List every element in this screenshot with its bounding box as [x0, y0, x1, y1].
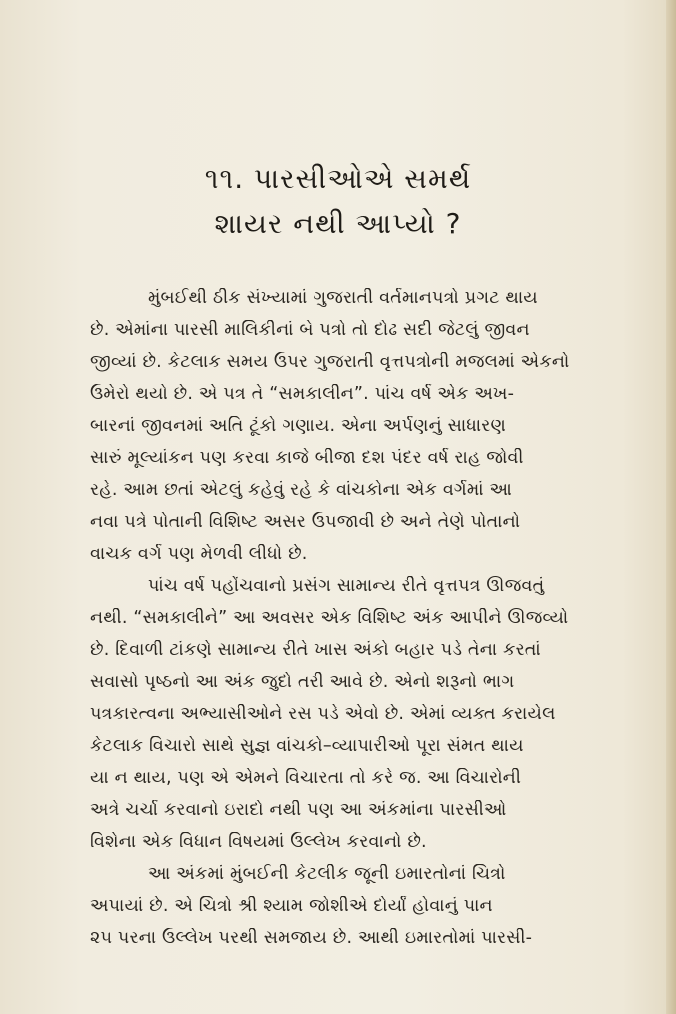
body-line: ૨૫ પરના ઉલ્લેખ પરથી સમજાય છે. આથી ઇમારતોમાં પારસી- [90, 928, 533, 948]
body-line: બારનાં જીવનમાં અતિ ટૂંકો ગણાય. એના અર્પણનું સાધારણ [90, 416, 507, 436]
body-line: છે. એમાંના પારસી માલિકીનાં બે પત્રો તો દોઢ સદી જેટલું જીવન [90, 320, 530, 340]
body-line: જીવ્યાં છે. કેટલાક સમય ઉપર ગુજરાતી વૃત્તપત્રોની મજલમાં એકનો [90, 352, 570, 372]
body-line: નથી. “સમકાલીને” આ અવસર એક વિશિષ્ટ અંક આપીને ઊજવ્યો [90, 608, 569, 628]
page-edge [666, 0, 676, 1014]
body-line: અપાયાં છે. એ ચિત્રો શ્રી શ્યામ જોશીએ દોર્યાં હોવાનું પાન [90, 896, 493, 916]
body-line: વિશેના એક વિધાન વિષયમાં ઉલ્લેખ કરવાનો છે. [90, 832, 427, 852]
body-line: મુંબઈથી ઠીક સંખ્યામાં ગુજરાતી વર્તમાનપત્રો પ્રગટ થાય [148, 288, 538, 308]
body-line: વાચક વર્ગ પણ મેળવી લીધો છે. [90, 544, 308, 564]
body-line: યા ન થાય, પણ એ એમને વિચારતા તો કરે જ. આ વિચારોની [90, 768, 522, 788]
body-line: આ અંકમાં મુંબઈની કેટલીક જૂની ઇમારતોનાં ચિત્રો [148, 864, 506, 884]
chapter-title-line2: શાયર નથી આપ્યો ? [214, 207, 462, 240]
body-line: પત્રકારત્વના અભ્યાસીઓને રસ પડે એવો છે. એમાં વ્યક્ત કરાયેલ [90, 704, 556, 724]
chapter-title-line1: ૧૧. પારસીઓએ સમર્થ [204, 162, 472, 195]
body-line: સારું મૂલ્યાંકન પણ કરવા કાજે બીજા દશ પંદર વર્ષ રાહ જોવી [90, 448, 524, 468]
body-line: ઉમેરો થયો છે. એ પત્ર તે “સમકાલીન”. પાંચ વર્ષ એક અખ- [90, 384, 515, 404]
body-line: છે. દિવાળી ટાંકણે સામાન્ય રીતે ખાસ અંકો બહાર પડે તેના કરતાં [90, 640, 541, 660]
body-line: પાંચ વર્ષ પહોંચવાનો પ્રસંગ સામાન્ય રીતે વૃત્તપત્ર ઊજવતું [148, 576, 545, 596]
body-line: અત્રે ચર્ચા કરવાનો ઇરાદો નથી પણ આ અંકમાંના પારસીઓ [90, 800, 507, 820]
body-line: સવાસો પૃષ્ઠનો આ અંક જુદો તરી આવે છે. એનો શરૂનો ભાગ [90, 672, 515, 692]
body-line: નવા પત્રે પોતાની વિશિષ્ટ અસર ઉપજાવી છે અને તેણે પોતાનો [90, 512, 521, 532]
body-line: કેટલાક વિચારો સાથે સુજ્ઞ વાંચકો–વ્યાપારીઓ પૂરા સંમત થાય [90, 736, 524, 756]
body-line: રહે. આમ છતાં એટલું કહેવું રહે કે વાંચકોના એક વર્ગમાં આ [90, 480, 512, 500]
